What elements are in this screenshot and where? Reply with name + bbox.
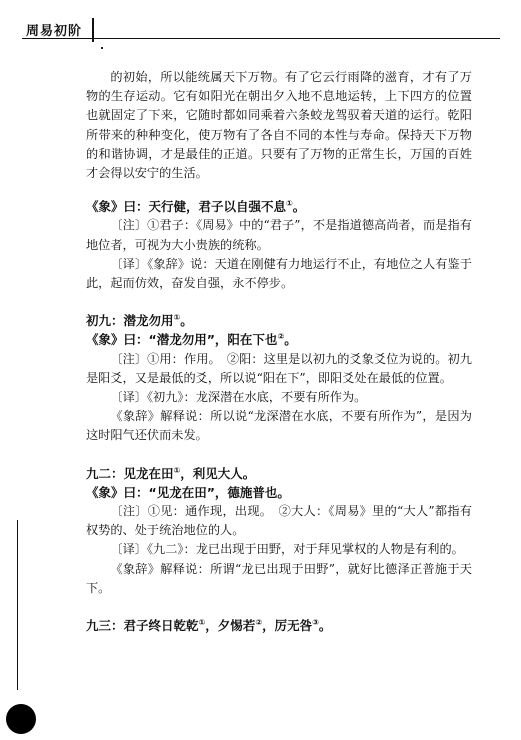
running-header-title: 周易初阶 bbox=[22, 18, 94, 42]
xiang-heading-1: 《象》曰：天行健，君子以自强不息①。 bbox=[86, 199, 306, 215]
xiang-heading-2: 《象》曰：“潜龙勿用”，阳在下也②。 bbox=[86, 332, 297, 348]
translation-paragraph: 〔译〕《初九》：龙深潜在水底，不要有所作为。 bbox=[110, 390, 367, 405]
note-paragraph: 〔注〕①见：通作现，出现。 ②大人：《周易》里的“大人”都指有权势的、处于统治地位的人。 bbox=[86, 504, 472, 538]
page-body bbox=[86, 68, 472, 635]
note-paragraph: 〔注〕①用：作用。 ②阳：这里是以初九的爻象爻位为说的。初九是阳爻，又是最低的爻，所以说“阳在下”，即阳爻处在最低的位置。 bbox=[86, 351, 472, 385]
margin-rule bbox=[17, 520, 18, 690]
note-paragraph: 〔注〕①君子：《周易》中的“君子”，不是指道德高尚者，而是指有地位者，可视为大小贵族的统称。 bbox=[86, 218, 472, 252]
header-mark bbox=[101, 47, 103, 49]
explanation-paragraph: 《象辞》解释说：所谓“龙已出现于田野”，就好比德泽正普施于天下。 bbox=[86, 561, 472, 595]
explanation-paragraph: 《象辞》解释说：所以说“龙深潜在水底，不要有所作为”，是因为这时阳气还伏而未发。 bbox=[86, 409, 472, 443]
page-corner-mark bbox=[6, 704, 36, 734]
xiang-heading-3: 《象》曰：“见龙在田”，德施普也。 bbox=[86, 484, 290, 500]
jiuer-heading: 九二：见龙在田①，利见大人。 bbox=[86, 465, 256, 481]
header-rule bbox=[22, 38, 500, 39]
chujiu-heading: 初九：潜龙勿用①。 bbox=[86, 313, 193, 329]
commentary-paragraph: 的初始，所以能统属天下万物。有了它云行雨降的滋育，才有了万物的生存运动。它有如阳光在朝出夕入地不息地运转，上下四方的位置也就固定了下来，它随时都如同乘着六条蛟龙驾驭着天道的运行。乾阳所带来的种种变化，使万物有了各自不同的本性与寿命。保持天下万物的和谐协调，才是最佳的正道。只要有了万物的正常生长，万国的百姓才会得以安宁的生活。 bbox=[86, 70, 472, 181]
page-header bbox=[0, 0, 521, 46]
translation-paragraph: 〔译〕《九二》：龙已出现于田野，对于拜见掌权的人物是有利的。 bbox=[110, 542, 464, 557]
translation-paragraph: 〔译〕《象辞》说：天道在刚健有力地运行不止，有地位之人有鉴于此，起而仿效，奋发自强，永不停步。 bbox=[86, 256, 472, 291]
jiusan-heading: 九三：君子终日乾乾①，夕惕若②，厉无咎③。 bbox=[86, 617, 332, 634]
